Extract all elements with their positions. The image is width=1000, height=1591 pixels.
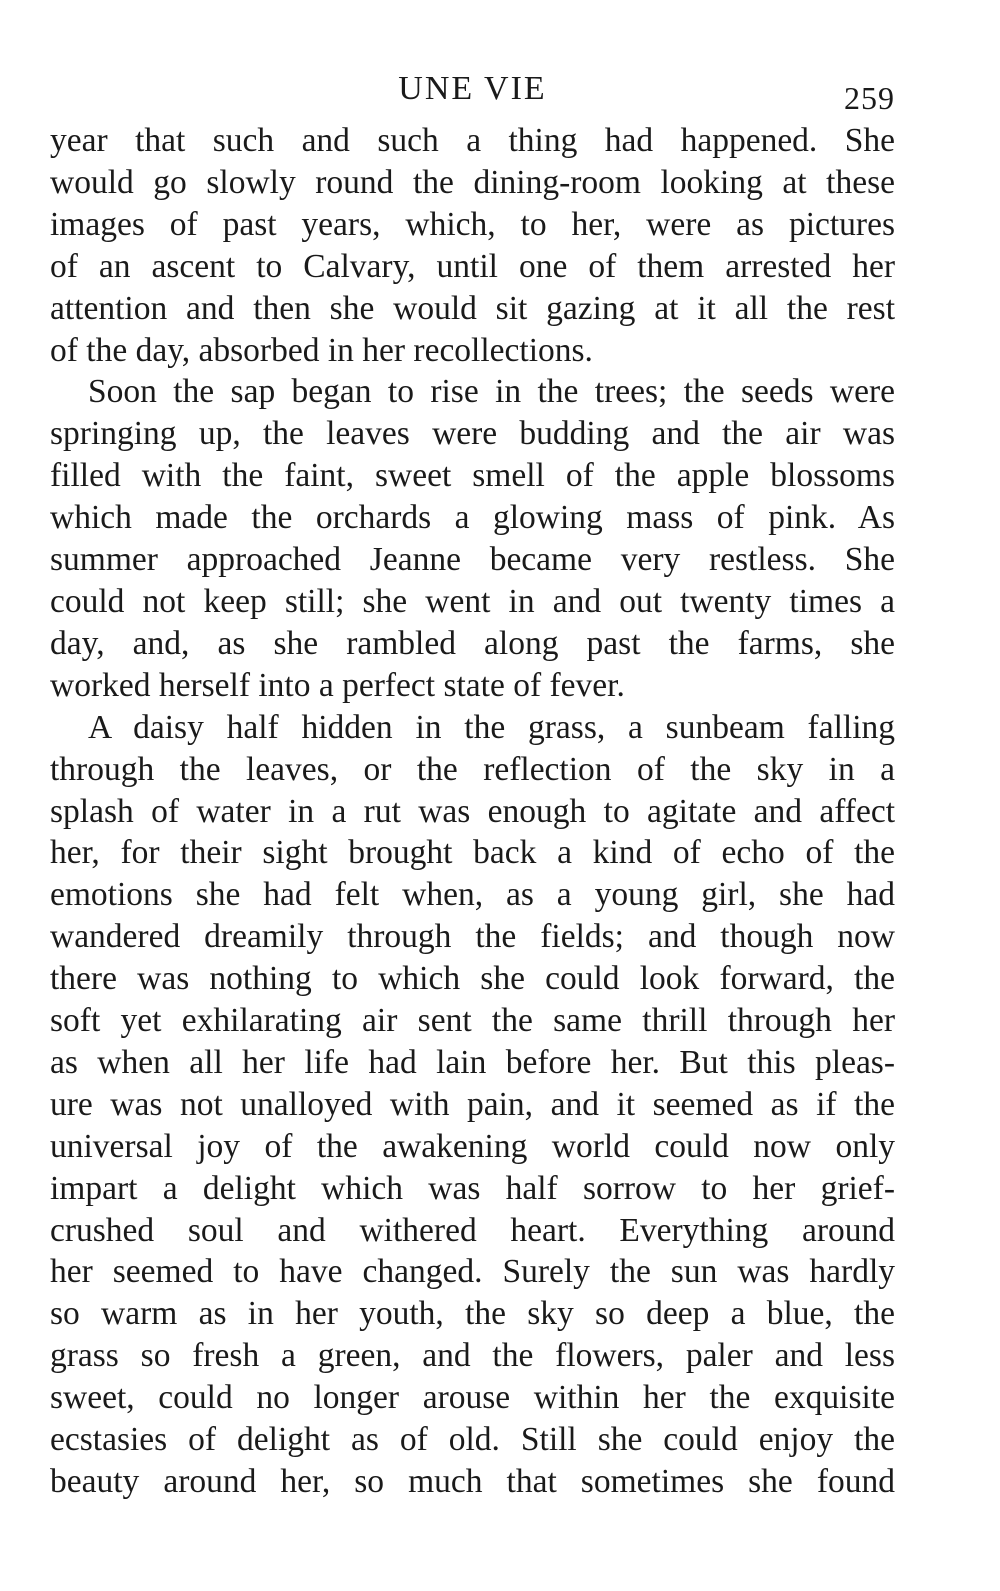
text-line: as when all her life had lain before her. But this pleas- — [50, 1043, 895, 1081]
text-line: springing up, the leaves were budding and the air was — [50, 415, 895, 453]
text-line: wandered dreamily through the fields; and though now — [50, 918, 895, 956]
text-line: beauty around her, so much that sometimes she found — [50, 1463, 895, 1500]
text-line: which made the orchards a glowing mass of pink. As — [50, 499, 895, 537]
text-line: filled with the faint, sweet smell of the apple blossoms — [50, 457, 895, 495]
book-page — [50, 70, 895, 1503]
body-text — [50, 120, 895, 1503]
text-line: sweet, could no longer arouse within her the exquisite — [50, 1379, 895, 1417]
text-line: of the day, absorbed in her recollections. — [50, 331, 593, 369]
text-line: attention and then she would sit gazing at it all the rest — [50, 289, 895, 327]
text-line: soft yet exhilarating air sent the same thrill through her — [50, 1002, 895, 1040]
text-line: her seemed to have changed. Surely the sun was hardly — [50, 1253, 895, 1291]
text-line: would go slowly round the dining-room looking at these — [50, 163, 895, 201]
text-line: impart a delight which was half sorrow to her grief- — [50, 1169, 895, 1207]
text-line: could not keep still; she went in and out twenty times a — [50, 582, 895, 620]
text-line: through the leaves, or the reflection of the sky in a — [50, 750, 895, 788]
text-line: there was nothing to which she could look forward, the — [50, 960, 895, 998]
text-line: crushed soul and withered heart. Everything around — [50, 1211, 895, 1249]
text-line: A daisy half hidden in the grass, a sunbeam falling — [88, 708, 895, 746]
paragraph — [50, 371, 895, 706]
text-line: worked herself into a perfect state of fever. — [50, 666, 625, 704]
text-line: her, for their sight brought back a kind of echo of the — [50, 834, 895, 872]
paragraph — [50, 707, 895, 1503]
running-title: UNE VIE — [398, 70, 547, 107]
text-line: splash of water in a rut was enough to agitate and affect — [50, 792, 895, 830]
text-line: Soon the sap began to rise in the trees; the seeds were — [88, 373, 895, 411]
text-line: universal joy of the awakening world could now only — [50, 1127, 895, 1165]
text-line: images of past years, which, to her, were as pictures — [50, 205, 895, 243]
page-number: 259 — [844, 80, 895, 116]
text-line: grass so fresh a green, and the flowers, paler and less — [50, 1337, 895, 1375]
text-line: ecstasies of delight as of old. Still she could enjoy the — [50, 1421, 895, 1459]
text-line: ure was not unalloyed with pain, and it seemed as if the — [50, 1085, 895, 1123]
text-line: summer approached Jeanne became very restless. She — [50, 541, 895, 579]
text-line: of an ascent to Calvary, until one of them arrested her — [50, 247, 895, 285]
text-line: emotions she had felt when, as a young girl, she had — [50, 876, 895, 914]
text-line: day, and, as she rambled along past the farms, she — [50, 624, 895, 662]
text-line: so warm as in her youth, the sky so deep a blue, the — [50, 1295, 895, 1333]
paragraph — [50, 120, 895, 371]
text-line: year that such and such a thing had happened. She — [50, 122, 895, 159]
running-head — [50, 70, 895, 120]
